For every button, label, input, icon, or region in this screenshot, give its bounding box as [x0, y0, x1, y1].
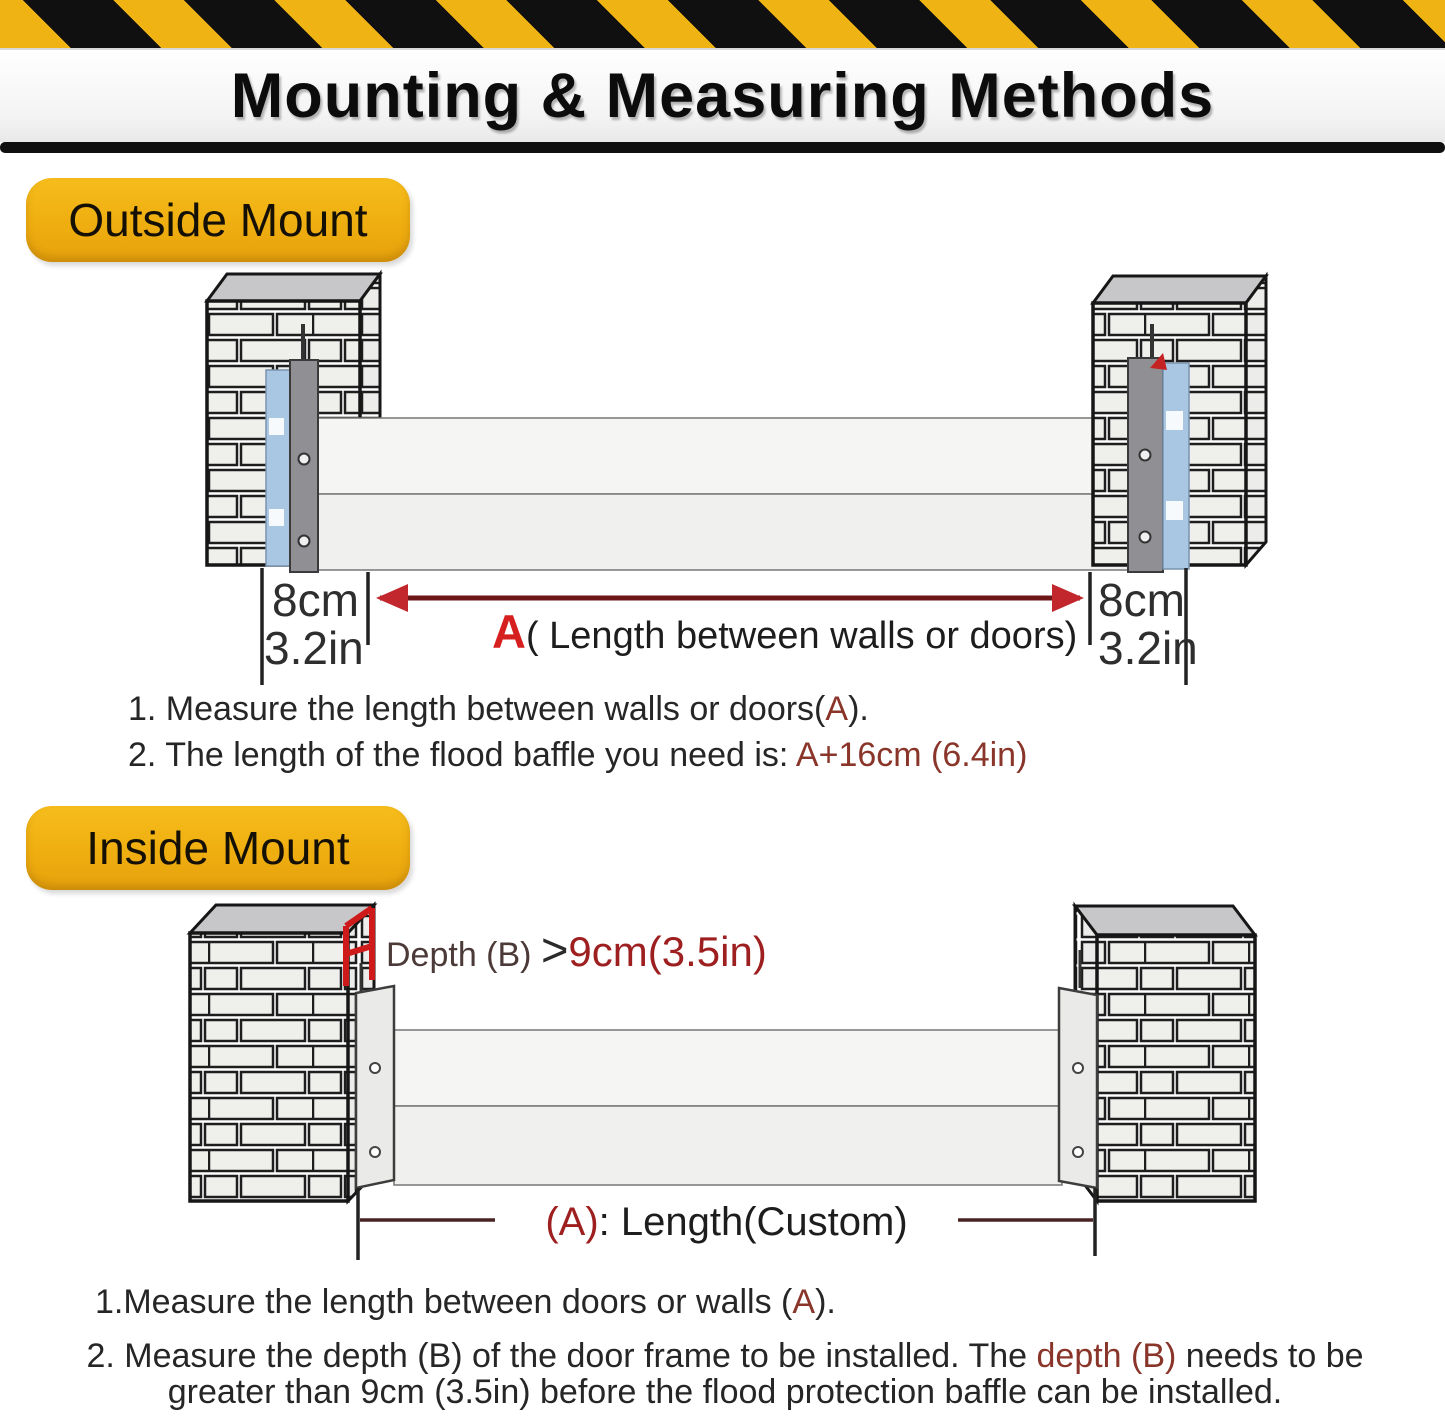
flood-barrier-panels	[318, 418, 1128, 570]
step-text: needs to be greater than 9cm (3.5in) before the flood protection baffle can be installed.	[167, 1337, 1364, 1412]
header	[0, 50, 1445, 142]
step-highlight: A	[825, 690, 849, 728]
span-var-a: A	[492, 605, 526, 658]
seal-strip-blue	[266, 370, 290, 566]
step-text: 1.Measure the length between doors or walls (	[95, 1283, 793, 1321]
greater-than-sign: >	[540, 923, 569, 976]
step-text: 2. Measure the depth (B) of the door frame to be installed. The	[86, 1337, 1037, 1375]
inside-mount-badge	[26, 806, 410, 890]
span-label-text: ( Length between walls or doors)	[525, 615, 1078, 657]
span-length-label	[492, 604, 1077, 659]
depth-label-text: Depth (B)	[386, 936, 541, 974]
step-text: 2. The length of the flood baffle you need is:	[128, 736, 796, 774]
seal-strip-blue	[1163, 363, 1189, 569]
step-highlight: depth (B)	[1036, 1337, 1177, 1375]
span-arrow-left-head-icon	[376, 584, 408, 612]
left-gap-cm-label: 8cm	[272, 574, 359, 626]
depth-value-text: 9cm(3.5in)	[568, 928, 767, 975]
step-text: ).	[815, 1283, 836, 1321]
outside-step-2	[128, 736, 1027, 775]
page-title: Mounting & Measuring Methods	[230, 61, 1215, 131]
span-var-a: (A)	[545, 1200, 599, 1244]
outside-mount-badge-label: Outside Mount	[68, 194, 368, 246]
step-text: 1. Measure the length between walls or doors(	[128, 690, 826, 728]
caution-stripe-band	[0, 0, 1445, 50]
flood-barrier-panels	[394, 1030, 1062, 1185]
step-text: ).	[848, 690, 869, 728]
outside-step-1	[128, 690, 869, 729]
header-divider	[0, 142, 1445, 153]
depth-requirement-label	[386, 922, 767, 977]
inside-mount-badge-label: Inside Mount	[86, 822, 350, 874]
outside-mount-badge	[26, 178, 410, 262]
span-label-text: : Length(Custom)	[598, 1200, 908, 1244]
step-highlight: A+16cm (6.4in)	[795, 736, 1028, 774]
inside-right-pillar	[1075, 906, 1255, 1201]
right-gap-cm-label: 8cm	[1098, 574, 1185, 626]
left-gap-in-label: 3.2in	[264, 622, 364, 674]
step-highlight: A	[792, 1283, 816, 1321]
inside-step-2	[80, 1338, 1370, 1411]
inside-span-length-label	[495, 1200, 958, 1245]
inside-step-1	[95, 1283, 836, 1322]
right-gap-in-label: 3.2in	[1098, 622, 1198, 674]
